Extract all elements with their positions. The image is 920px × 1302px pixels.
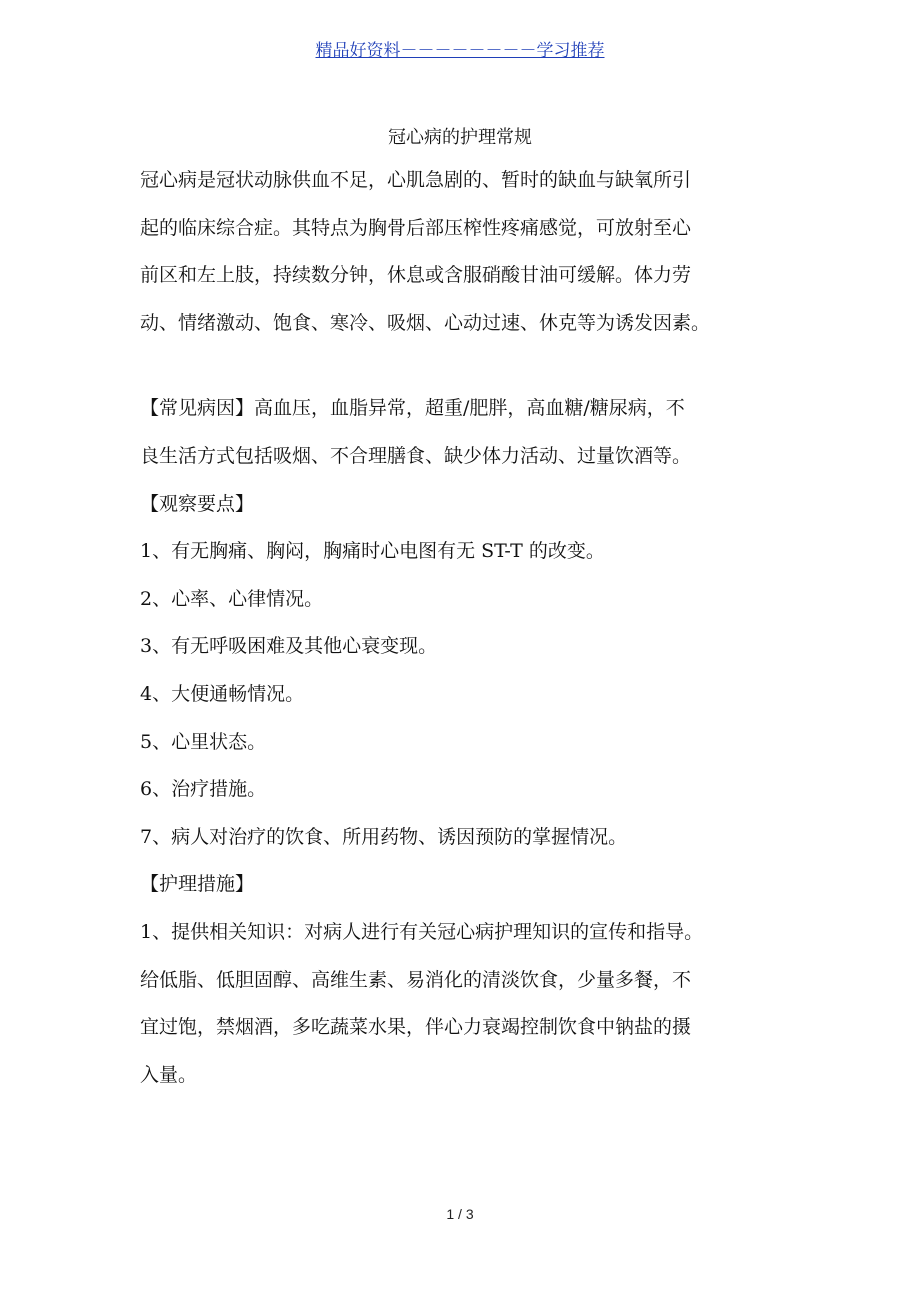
page-number: 1 / 3 [446, 1206, 474, 1222]
nursing-heading: 【护理措施】 [140, 873, 255, 896]
intro-line: 动、情绪激动、饱食、寒冷、吸烟、心动过速、休克等为诱发因素。 [140, 311, 711, 334]
observation-item: 1、有无胸痛、胸闷，胸痛时心电图有无 ST-T 的改变。 [140, 540, 605, 563]
observation-item: 6、治疗措施。 [140, 778, 267, 801]
observation-item: 5、心里状态。 [140, 730, 267, 753]
intro-line: 冠心病是冠状动脉供血不足，心肌急剧的、暂时的缺血与缺氧所引 [140, 169, 692, 191]
observation-item: 2、心率、心律情况。 [140, 587, 324, 610]
observation-item: 3、有无呼吸困难及其他心衰变现。 [140, 635, 438, 658]
paragraph-gap [140, 352, 790, 390]
observation-heading: 【观察要点】 [140, 492, 255, 515]
causes-line: 【常见病因】高血压，血脂异常，超重/肥胖，高血糖/糖尿病，不 [140, 397, 685, 420]
nursing-line: 入量。 [140, 1063, 198, 1086]
nursing-line: 宜过饱，禁烟酒，多吃蔬菜水果，伴心力衰竭控制饮食中钠盐的摄 [140, 1016, 692, 1039]
nursing-line: 1、提供相关知识：对病人进行有关冠心病护理知识的宣传和指导。 [140, 920, 704, 943]
intro-line: 起的临床综合症。其特点为胸骨后部压榨性疼痛感觉，可放射至心 [140, 216, 692, 239]
intro-line: 前区和左上肢，持续数分钟，休息或含服硝酸甘油可缓解。体力劳 [140, 264, 692, 287]
observation-item: 4、大便通畅情况。 [140, 682, 305, 705]
nursing-line: 给低脂、低胆固醇、高维生素、易消化的清淡饮食，少量多餐，不 [140, 968, 692, 991]
observation-item: 7、病人对治疗的饮食、所用药物、诱因预防的掌握情况。 [140, 825, 628, 848]
document-title: 冠心病的护理常规 [388, 127, 532, 148]
document-body [140, 162, 790, 1104]
header-recommend-link[interactable]: 精品好资料－－－－－－－－学习推荐 [315, 41, 605, 61]
causes-line: 良生活方式包括吸烟、不合理膳食、缺少体力活动、过量饮酒等。 [140, 444, 692, 467]
